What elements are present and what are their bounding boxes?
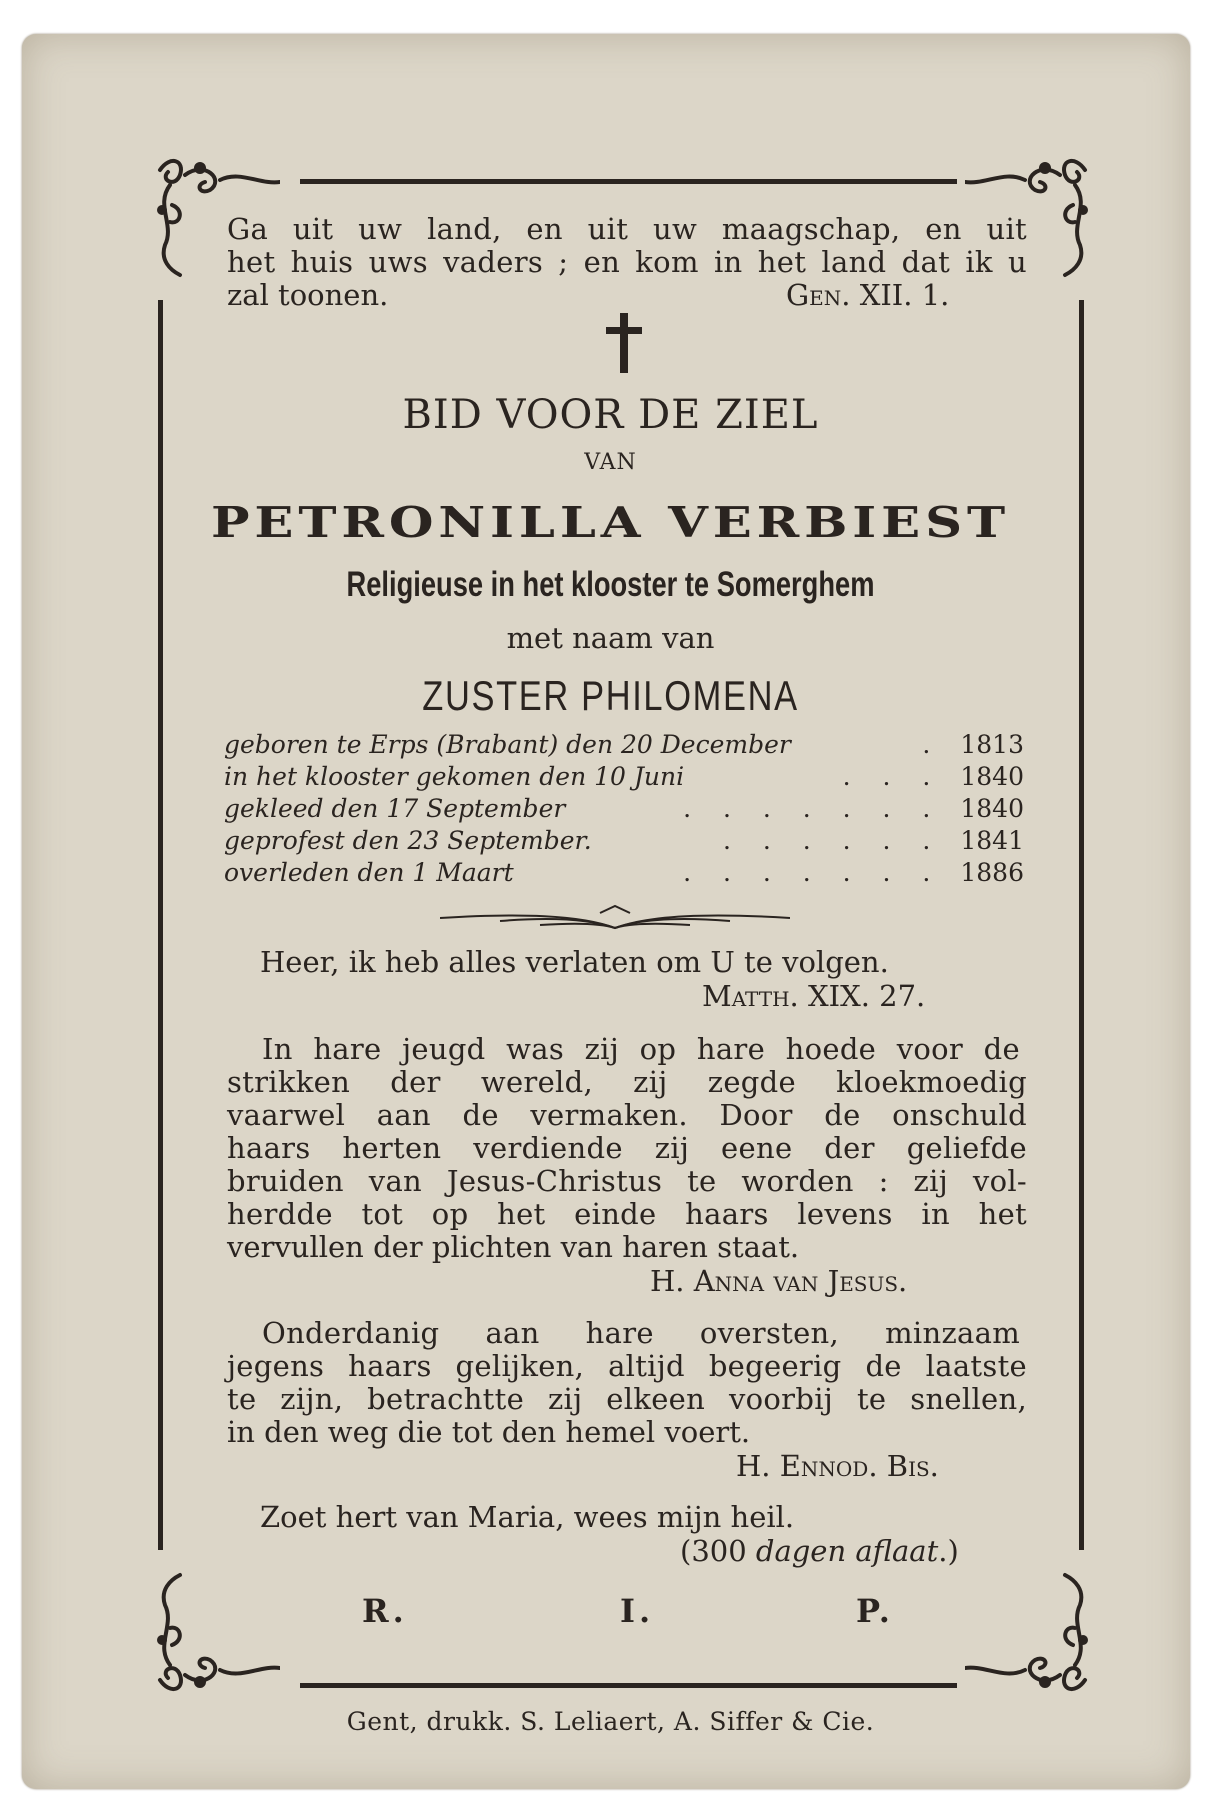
date-year: 1840: [960, 793, 1024, 823]
date-row-entered: [224, 760, 1024, 792]
verse-line-2: het huis uws vaders ; en kom in het land dat ik u: [227, 245, 1027, 279]
leader-dots: . . . . . . .: [683, 793, 943, 823]
indulgence-close: .): [938, 1534, 959, 1568]
date-event: overleden den 1 Maart: [224, 857, 514, 887]
verse-reference: Gen. XII. 1.: [786, 278, 950, 312]
para2-line-2: jegens haars gelijken, altijd begeerig de laatste: [227, 1349, 1027, 1383]
para1-last-line: vervullen der plichten van haren staat.: [227, 1230, 800, 1264]
corner-ornament-bottom-right: [965, 1570, 1095, 1700]
date-year: 1840: [960, 761, 1024, 791]
date-year: 1813: [960, 729, 1024, 759]
leader-dots: . . . . . . .: [683, 857, 943, 887]
date-row-professed: [224, 824, 1024, 856]
para1-line-3: vaarwel aan de vermaken. Door de onschuld: [227, 1098, 1027, 1132]
rip-p: P.: [856, 1592, 894, 1630]
indulgence-note: [680, 1534, 959, 1568]
para1-line-6: herdde tot op het einde haars levens in het: [227, 1197, 1027, 1231]
para1-line-2: strikken der wereld, zij zegde kloekmoedig: [227, 1065, 1027, 1099]
para2-line-3: te zijn, betrachtte zij elkeen voorbij te snellen,: [227, 1382, 1027, 1416]
date-event: geprofest den 23 September.: [224, 825, 592, 855]
para1-line-1: In hare jeugd was zij op hare hoede voor de: [262, 1032, 1020, 1066]
rip-r: R.: [362, 1592, 408, 1630]
para1-line-4: haars herten verdiende zij eene der geliefde: [227, 1131, 1027, 1165]
life-dates: [224, 728, 1024, 888]
pray-heading: BID VOOR DE ZIEL: [402, 392, 819, 438]
printer-imprint: Gent, drukk. S. Leliaert, A. Siffer & Cie.: [346, 1707, 875, 1736]
date-year: 1841: [960, 825, 1024, 855]
rip-i: I.: [620, 1592, 655, 1630]
deceased-name: PETRONILLA VERBIEST: [211, 498, 1010, 547]
date-event: gekleed den 17 September: [224, 793, 566, 823]
leader-dots: . . .: [842, 761, 943, 791]
religious-name: ZUSTER PHILOMENA: [422, 672, 799, 719]
indulgence-open: (300: [680, 1534, 756, 1568]
date-event: geboren te Erps (Brabant) den 20 December: [224, 729, 791, 759]
frame-bottom-rule: [300, 1683, 957, 1688]
divider-ornament: [440, 903, 790, 933]
verse-line-1: Ga uit uw land, en uit uw maagschap, en uit: [227, 212, 1027, 246]
religious-role: Religieuse in het klooster te Somerghem: [346, 565, 875, 604]
date-row-birth: [224, 728, 1024, 760]
corner-ornament-bottom-left: [150, 1570, 280, 1700]
date-row-clothed: [224, 792, 1024, 824]
date-year: 1886: [960, 857, 1024, 887]
para2-line-1: Onderdanig aan hare oversten, minzaam: [262, 1316, 1020, 1350]
named-label: met naam van: [506, 621, 715, 655]
para1-line-5: bruiden van Jesus-Christus te worden : zij vol-: [227, 1164, 1027, 1198]
indulgence-italic: dagen aflaat: [755, 1534, 939, 1568]
verse-line-3: zal toonen.: [227, 278, 389, 312]
of-label: VAN: [584, 450, 637, 475]
frame-right-rule: [1079, 300, 1084, 1550]
quote-reference: Matth. XIX. 27.: [702, 979, 926, 1013]
frame-top-rule: [300, 179, 957, 184]
para2-last-line: in den weg die tot den hemel voert.: [227, 1415, 751, 1449]
date-event: in het klooster gekomen den 10 Juni: [224, 761, 685, 791]
quote-text: Heer, ik heb alles verlaten om U te volgen.: [260, 945, 889, 979]
prayer-text: Zoet hert van Maria, wees mijn heil.: [260, 1500, 795, 1534]
para1-reference: H. Anna van Jesus.: [650, 1264, 908, 1298]
leader-dots: . . . . . .: [722, 825, 943, 855]
cross-icon: [604, 313, 644, 373]
para2-reference: H. Ennod. Bis.: [736, 1449, 939, 1483]
frame-left-rule: [158, 300, 163, 1550]
date-row-died: [224, 856, 1024, 888]
leader-dots: .: [922, 729, 943, 759]
